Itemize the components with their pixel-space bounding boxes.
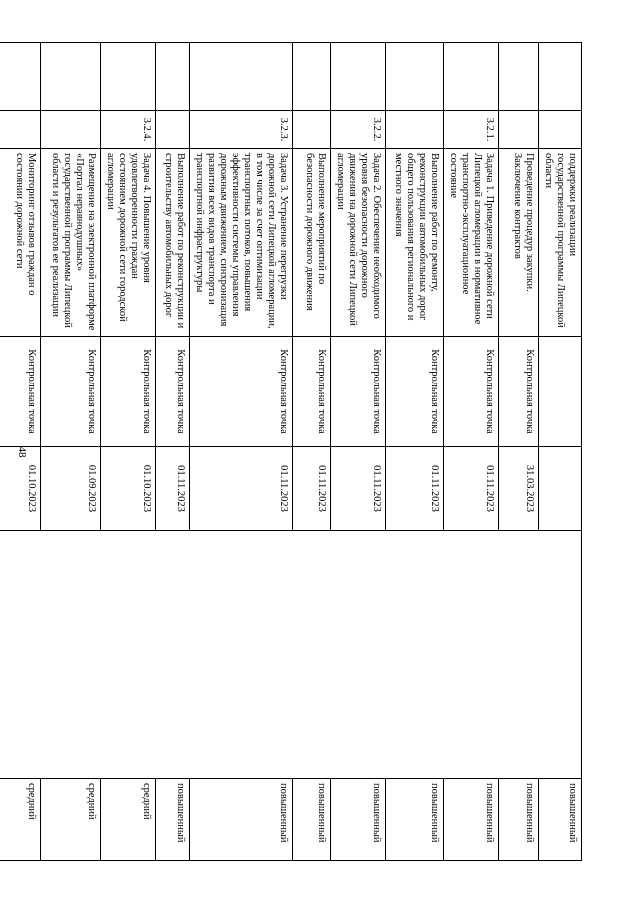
row-title: Размещение на электронной платформе «Портал неравнодушных» государственной программы Липецкой области и результатов ее реализации: [41, 149, 101, 337]
row-title: Мониторинг отзывов граждан о состоянии дорожной сети: [0, 149, 41, 337]
row-title: Задача 4. Повышение уровня удовлетворенности граждан состоянием дорожной сети городской агломерации: [101, 149, 156, 337]
row-level: повышенный: [293, 779, 331, 861]
row-level: повышенный: [331, 779, 386, 861]
blank-column: [0, 531, 582, 779]
row-type: [539, 337, 582, 447]
row-date: 01.11.2023: [444, 447, 499, 531]
row-level: повышенный: [499, 779, 539, 861]
row-date: 01.11.2023: [293, 447, 331, 531]
row-title: Выполнение работ по реконструкции и строительству автомобильных дорог: [156, 149, 190, 337]
row-number: 3.2.2.: [331, 111, 386, 149]
row-date: 01.10.2023: [101, 447, 156, 531]
row-level: средний: [41, 779, 101, 861]
row-date: [539, 447, 582, 531]
row-number: [41, 111, 101, 149]
row-title: Задача 2. Обеспечение необходимого уровня безопасности дорожного движения на дорожной сети Липецкой агломерации: [331, 149, 386, 337]
row-title: Выполнение работ по ремонту, реконструкции автомобильных дорог общего пользования регионального и местного значения: [386, 149, 444, 337]
row-date: 01.11.2023: [386, 447, 444, 531]
row-number: [0, 111, 41, 149]
row-title: Задача 1. Приведение дорожной сети Липецкой агломерации в нормативное транспортно-эксплуатационное состояние: [444, 149, 499, 337]
row-title: поддержки реализации государственной программы Липецкой области: [539, 149, 582, 337]
row-level: повышенный: [444, 779, 499, 861]
control-points-table: [0, 42, 582, 861]
row-type: Контрольная точка: [444, 337, 499, 447]
row-type: Контрольная точка: [41, 337, 101, 447]
row-type: Контрольная точка: [0, 337, 41, 447]
table-row: [539, 43, 582, 861]
row-date: 01.11.2023: [331, 447, 386, 531]
row-number: [386, 111, 444, 149]
row-type: Контрольная точка: [101, 337, 156, 447]
row-type: Контрольная точка: [386, 337, 444, 447]
row-type: Контрольная точка: [156, 337, 190, 447]
row-title: Выполнение мероприятий по безопасности дорожного движения: [293, 149, 331, 337]
row-level: повышенный: [156, 779, 190, 861]
row-date: 01.11.2023: [156, 447, 190, 531]
row-type: Контрольная точка: [293, 337, 331, 447]
row-date: 01.11.2023: [190, 447, 293, 531]
row-type: Контрольная точка: [331, 337, 386, 447]
row-level: средний: [0, 779, 41, 861]
row-date: 01.10.2023: [0, 447, 41, 531]
row-type: Контрольная точка: [499, 337, 539, 447]
row-number: [539, 111, 582, 149]
page-number: 48: [16, 446, 28, 458]
row-title: Задача 3. Устранение перегрузки дорожной сети Липецкой агломерации, в том числе за счет оптимизации транспортных потоков, повышения эффективности системы управления дорожным движением, синхронизация развития всех видов транспорта и транспортной инфраструктуры: [190, 149, 293, 337]
row-number: [156, 111, 190, 149]
row-number: 3.2.1.: [444, 111, 499, 149]
row-date: 01.09.2023: [41, 447, 101, 531]
row-level: повышенный: [539, 779, 582, 861]
row-number: 3.2.4.: [101, 111, 156, 149]
row-number: 3.2.3.: [190, 111, 293, 149]
row-number: [499, 111, 539, 149]
row-number: [293, 111, 331, 149]
row-level: повышенный: [190, 779, 293, 861]
row-type: Контрольная точка: [190, 337, 293, 447]
row-level: повышенный: [386, 779, 444, 861]
row-level: средний: [101, 779, 156, 861]
row-date: 31.03.2023: [499, 447, 539, 531]
row-title: Проведение процедур закупки. Заключение контрактов: [499, 149, 539, 337]
